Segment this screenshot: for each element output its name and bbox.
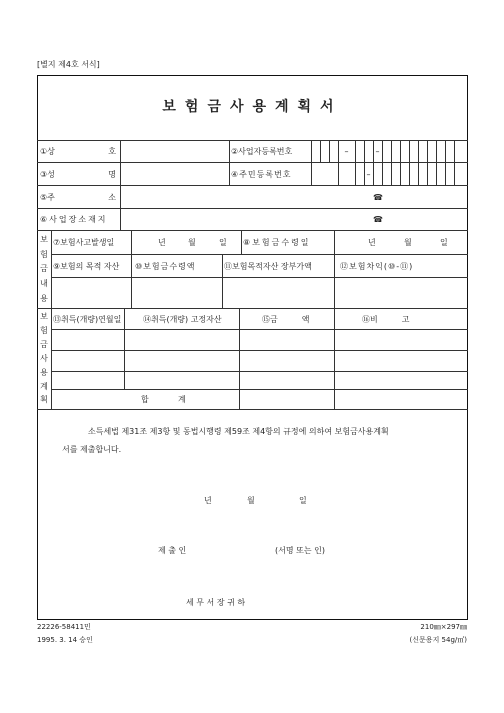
submission-date: 년 월 일 bbox=[204, 495, 307, 505]
recipient-label: 세 무 서 장 귀 하 bbox=[186, 597, 246, 607]
statement-line-1: 소득세법 제31조 제3항 및 동법시행령 제59조 제4항의 규정에 의하여 보험금사용계획 bbox=[88, 426, 389, 436]
rule bbox=[120, 140, 121, 230]
form-border-top bbox=[37, 75, 468, 76]
insurance-gain-header: ⑫보험차익(⑩-⑪) bbox=[340, 261, 414, 271]
insured-asset-header: ⑨보험의 목적 자산 bbox=[53, 261, 120, 271]
rule bbox=[37, 409, 468, 410]
address-label: ⑤주 소 bbox=[40, 192, 116, 202]
rule bbox=[382, 140, 383, 185]
rule bbox=[51, 230, 52, 409]
amount-header: ⑮금 액 bbox=[262, 314, 310, 324]
form-title: 보험금사용계획서 bbox=[162, 99, 343, 115]
rule bbox=[334, 308, 335, 409]
resident-number-label: ④주민등록번호 bbox=[231, 169, 292, 179]
rule bbox=[418, 140, 419, 185]
rule bbox=[222, 254, 223, 308]
rule bbox=[51, 350, 468, 351]
dash-separator: – bbox=[375, 147, 380, 156]
form-border-bottom bbox=[37, 619, 468, 620]
signature-placeholder: (서명 또는 인) bbox=[275, 545, 325, 555]
phone-icon: ☎ bbox=[373, 215, 383, 224]
paper-size: 210㎜×297㎜ bbox=[420, 623, 467, 631]
insurance-content-side-label: 보 험 금 내 용 bbox=[40, 234, 48, 304]
rule bbox=[239, 308, 240, 409]
business-reg-number-label: ②사업자등록번호 bbox=[231, 147, 293, 156]
rule bbox=[320, 140, 321, 162]
rule bbox=[409, 140, 410, 185]
phone-icon: ☎ bbox=[373, 192, 383, 202]
rule bbox=[124, 308, 125, 390]
rule bbox=[51, 329, 468, 330]
usage-plan-side-label: 보 험 금 사 용 계 획 bbox=[40, 312, 48, 405]
remarks-header: ⑯비 고 bbox=[362, 314, 410, 324]
fixed-asset-header: ⑭취득(개량) 고정자산 bbox=[143, 314, 222, 324]
acquisition-date-header: ⑬취득(개량)연월일 bbox=[53, 314, 122, 324]
rule bbox=[131, 254, 132, 308]
rule bbox=[400, 140, 401, 185]
company-label: ①상 호 bbox=[40, 147, 116, 156]
form-border-right bbox=[467, 75, 468, 620]
approval-date: 1995. 3. 14 승인 bbox=[37, 636, 93, 644]
dash-separator: – bbox=[344, 147, 349, 156]
rule bbox=[51, 277, 468, 278]
name-label: ③성 명 bbox=[40, 169, 116, 179]
receipt-date-label: ⑧보험금수령일 bbox=[243, 238, 311, 247]
rule bbox=[355, 140, 356, 185]
accident-date-label: ⑦보험사고발생일 bbox=[53, 238, 115, 247]
submitter-label: 제 출 인 bbox=[158, 545, 187, 555]
accident-date-value: 년 월 일 bbox=[158, 238, 227, 247]
workplace-label: ⑥사업장소재지 bbox=[40, 215, 108, 224]
total-row-label: 합 계 bbox=[141, 395, 186, 404]
rule bbox=[329, 140, 330, 162]
rule bbox=[311, 140, 312, 185]
rule bbox=[229, 140, 230, 185]
rule bbox=[334, 254, 335, 308]
statement-line-2: 서를 제출합니다. bbox=[62, 444, 122, 454]
rule bbox=[427, 140, 428, 185]
rule bbox=[454, 140, 455, 185]
rule bbox=[391, 140, 392, 185]
book-value-header: ⑪보험목적자산 장부가액 bbox=[224, 261, 312, 271]
dash-separator: – bbox=[366, 169, 371, 179]
form-reference: [별지 제4호 서식] bbox=[37, 59, 100, 69]
form-code: 22226-58411민 bbox=[37, 623, 91, 631]
rule bbox=[436, 140, 437, 185]
insurance-amount-header: ⑩보험금수령액 bbox=[135, 261, 196, 271]
rule bbox=[241, 230, 242, 254]
rule bbox=[51, 371, 468, 372]
receipt-date-value: 년 월 일 bbox=[368, 238, 448, 247]
rule bbox=[445, 140, 446, 185]
paper-type: (신문용지 54g/㎡) bbox=[409, 636, 467, 644]
